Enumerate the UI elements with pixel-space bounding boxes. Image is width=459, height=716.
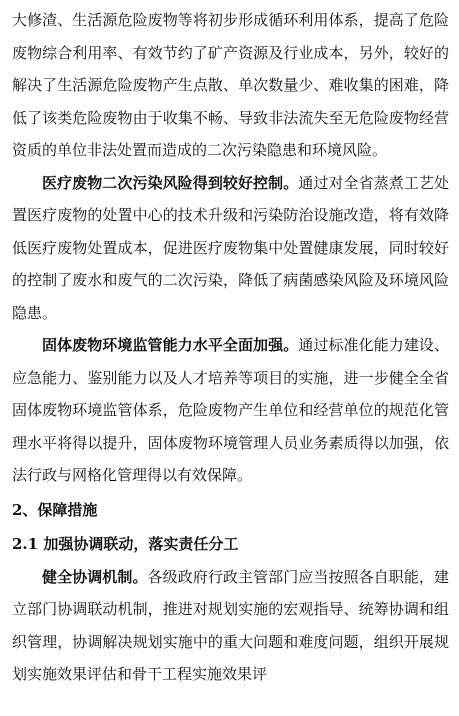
body-paragraph bbox=[12, 329, 449, 492]
paragraph-text: 各级政府行政主管部门应当按照各自职能，建立部门协调联动机制，推进对规划实施的宏观指导、统筹协调和组织管理，协调解决规划实施中的重大问题和难度问题，组织开展规划实施效果评估和骨干工程实施效果评 bbox=[12, 567, 449, 683]
paragraph-lead: 健全协调机制。 bbox=[42, 567, 148, 586]
section-heading: 2、保障措施 bbox=[12, 500, 98, 519]
subsection-heading: 2.1 加强协调联动，落实责任分工 bbox=[12, 535, 239, 553]
body-paragraph bbox=[12, 561, 449, 691]
paragraph-text: 通过对全省蒸煮工艺处置医疗废物的处置中心的技术升级和污染防治设施改造，将有效降低医疗废物处置成本，促进医疗废物集中处置健康发展，同时较好的控制了废水和废气的二次污染，降低了病菌感染风险及环境风险隐患。 bbox=[12, 173, 449, 322]
body-paragraph bbox=[12, 167, 449, 330]
paragraph-text: 大修渣、生活源危险废物等将初步形成循环利用体系，提高了危险废物综合利用率、有效节约了矿产资源及行业成本，另外，较好的解决了生活源危险废物产生点散、单次数量少、难收集的困难，降低了该类危险废物由于收集不畅、导致非法流失至无危险废物经营资质的单位非法处置而造成的二次污染隐患和环境风险。 bbox=[12, 11, 449, 159]
paragraph-text: 通过标准化能力建设、应急能力、鉴别能力以及人才培养等项目的实施，进一步健全全省固体废物环境监管体系，危险废物产生单位和经营单位的规范化管理水平将得以提升，固体废物环境管理人员业务素质得以加强，依法行政与网格化管理得以有效保障。 bbox=[12, 336, 449, 484]
paragraph-lead: 医疗废物二次污染风险得到较好控制。 bbox=[42, 173, 299, 192]
paragraph-lead: 固体废物环境监管能力水平全面加强。 bbox=[42, 336, 299, 354]
body-paragraph bbox=[12, 4, 449, 167]
